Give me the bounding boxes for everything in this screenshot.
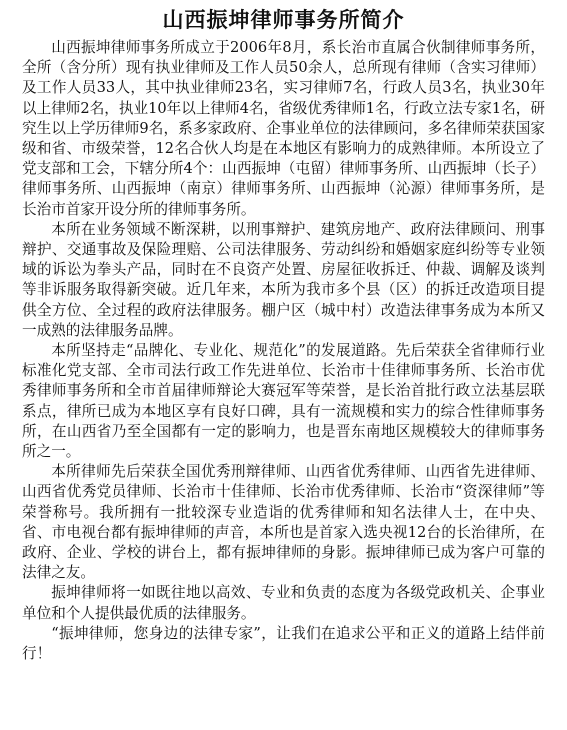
paragraph-honors-firm: 本所坚持走“品牌化、专业化、规范化”的发展道路。先后荣获全省律师行业标准化党支部、全市司法行政工作先进单位、长治市十佳律师事务所、长治市优秀律师事务所和全市首届律师辩论大赛冠军等荣誉，是长治首批行政立法基层联系点，律所已成为本地区享有良好口碑，具有一流规模和实力的综合性律师事务所，在山西省乃至全国都有一定的影响力，也是晋东南地区规模较大的律师事务所之一。 bbox=[22, 342, 545, 461]
paragraph-honors-lawyers: 本所律师先后荣获全国优秀刑辩律师、山西省优秀律师、山西省先进律师、山西省优秀党员律师、长治市十佳律师、长治市优秀律师、长治市“资深律师”等荣誉称号。我所拥有一批较深专业造诣的优秀律师和知名法律人士，在中央、省、市电视台都有振坤律师的声音，本所也是首家入选央视12台的长治律所，在政府、企业、学校的讲台上，都有振坤律师的身影。振坤律师已成为客户可靠的法律之友。 bbox=[22, 463, 545, 582]
paragraph-practice-areas: 本所在业务领域不断深耕，以刑事辩护、建筑房地产、政府法律顾问、刑事辩护、交通事故及保险理赔、公司法律服务、劳动纠纷和婚姻家庭纠纷等专业领域的诉讼为拳头产品，同时在不良资产处置、房屋征收拆迁、仲裁、调解及谈判等非诉服务取得新突破。近几年来，本所为我市多个县（区）的拆迁改造项目提供全方位、全过程的政府法律服务。棚户区（城中村）改造法律事务成为本所又一成熟的法律服务品牌。 bbox=[22, 220, 545, 339]
paragraph-firm-overview: 山西振坤律师事务所成立于2006年8月，系长治市直属合伙制律师事务所，全所（含分所）现有执业律师及工作人员50余人，总所现有律师（含实习律师）及工作人员33人，其中执业律师23名，实习律师7名，行政人员3名，执业30年以上律师2名，执业10年以上律师4名，省级优秀律师1名，行政立法专家1名，研究生以上学历律师9名，系多家政府、企事业单位的法律顾问，多名律师荣获国家级和省、市级荣誉，12名合伙人均是在本地区有影响力的成熟律师。本所设立了党支部和工会，下辖分所4个：山西振坤（屯留）律师事务所、山西振坤（长子）律师事务所、山西振坤（南京）律师事务所、山西振坤（沁源）律师事务所，是长治市首家开设分所的律师事务所。 bbox=[22, 39, 545, 218]
document-title: 山西振坤律师事务所简介 bbox=[162, 8, 405, 32]
paragraph-commitment: 振坤律师将一如既往地以高效、专业和负责的态度为各级党政机关、企事业单位和个人提供最优质的法律服务。 bbox=[22, 584, 545, 622]
paragraph-slogan: “振坤律师，您身边的法律专家”，让我们在追求公平和正义的道路上结伴前行！ bbox=[22, 624, 545, 663]
